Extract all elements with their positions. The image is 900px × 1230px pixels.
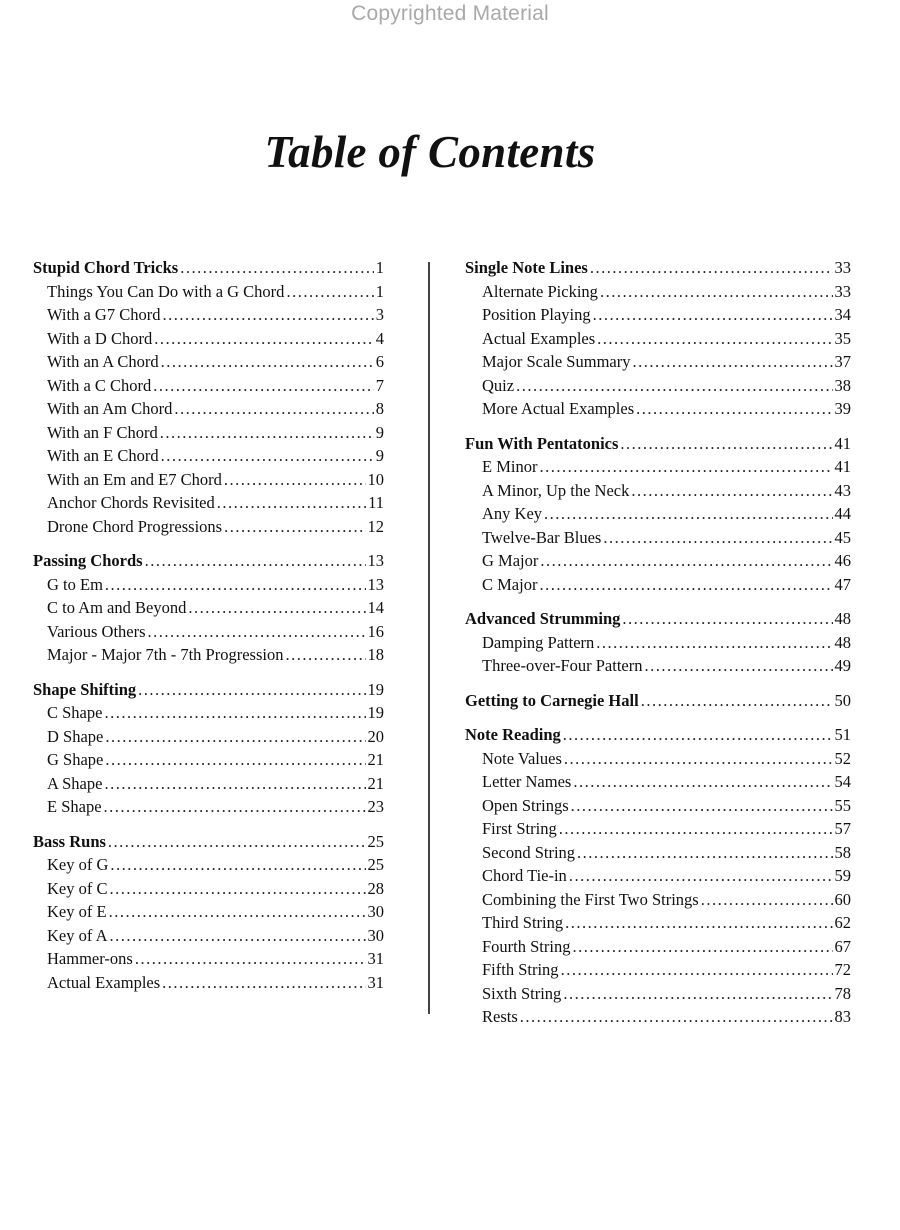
dot-leader	[160, 421, 374, 445]
entry-label: E Shape	[47, 797, 102, 816]
entry-label: With a C Chord	[47, 375, 152, 395]
toc-entry-twelve-bar-blues	[465, 526, 851, 550]
dot-leader	[108, 830, 366, 854]
toc-entry-second-string	[465, 841, 851, 865]
toc-entry-drone-chord-progressions	[33, 515, 384, 539]
toc-entry-c-major	[465, 573, 851, 597]
dot-leader	[104, 795, 366, 819]
entry-label: First String	[482, 819, 557, 838]
toc-section-stupid-chord-tricks	[33, 256, 384, 280]
page-number: 18	[367, 645, 384, 664]
page-number: 16	[367, 621, 384, 641]
dot-leader	[285, 643, 365, 667]
toc-entry-chord-tie-in	[465, 864, 851, 888]
page-number: 12	[367, 516, 384, 536]
page-number: 19	[367, 703, 384, 722]
entry-label: C to Am and Beyond	[47, 598, 187, 617]
dot-leader	[217, 491, 366, 515]
page-number: 8	[375, 399, 384, 418]
page-number: 3	[375, 305, 384, 324]
entry-label: Fifth String	[482, 960, 559, 979]
entry-label: With an Am Chord	[47, 399, 173, 418]
toc-entry-note-values	[465, 747, 851, 771]
dot-leader	[539, 455, 832, 479]
toc-section-advanced-strumming	[465, 607, 851, 631]
entry-label: C Major	[482, 574, 538, 594]
entry-label: G Shape	[47, 750, 104, 769]
toc-entry-actual-examples	[465, 327, 851, 351]
toc-entry-with-a-d-chord	[33, 327, 384, 351]
dot-leader	[596, 631, 832, 655]
page-number: 60	[834, 889, 851, 909]
toc-entry-g-major	[465, 549, 851, 573]
dot-leader	[109, 900, 366, 924]
entry-label: Third String	[482, 913, 564, 932]
dot-leader	[641, 689, 833, 713]
page-number: 31	[367, 972, 384, 992]
section-title: Passing Chords	[33, 551, 143, 570]
page-number: 13	[367, 551, 384, 570]
dot-leader	[286, 280, 373, 304]
page-title: Table of Contents	[264, 127, 596, 177]
dot-leader	[110, 924, 366, 948]
page-number: 35	[834, 328, 851, 348]
toc-entry-rests	[465, 1005, 851, 1029]
page-number: 21	[367, 773, 384, 793]
entry-label: More Actual Examples	[482, 399, 635, 418]
entry-label: Damping Pattern	[482, 632, 595, 652]
entry-label: Actual Examples	[47, 972, 161, 992]
entry-label: Second String	[482, 842, 576, 862]
entry-label: Position Playing	[482, 305, 591, 324]
toc-entry-alternate-picking	[465, 280, 851, 304]
dot-leader	[180, 256, 374, 280]
page-number: 33	[834, 281, 851, 301]
page-number: 21	[367, 750, 384, 769]
page-number: 46	[834, 551, 851, 570]
section-title: Fun With Pentatonics	[465, 433, 619, 453]
entry-label: Various Others	[47, 621, 146, 641]
dot-leader	[593, 303, 833, 327]
page-number: 20	[367, 726, 384, 746]
section-title: Getting to Carnegie Hall	[465, 690, 639, 710]
page-number: 4	[375, 328, 384, 348]
entry-label: Major Scale Summary	[482, 352, 631, 371]
dot-leader	[153, 374, 373, 398]
toc-entry-letter-names	[465, 770, 851, 794]
dot-leader	[597, 327, 832, 351]
page-number: 13	[367, 574, 384, 594]
page-number: 49	[834, 656, 851, 675]
section-title: Single Note Lines	[465, 258, 588, 277]
entry-label: Twelve-Bar Blues	[482, 527, 602, 547]
page-number: 28	[367, 878, 384, 898]
entry-label: Note Values	[482, 748, 562, 768]
toc-section-group	[33, 549, 384, 667]
toc-entry-any-key	[465, 502, 851, 526]
dot-leader	[105, 725, 365, 749]
toc-entry-open-strings	[465, 794, 851, 818]
dot-leader	[632, 350, 832, 374]
toc-entry-e-minor	[465, 455, 851, 479]
column-divider	[428, 262, 430, 1014]
toc-entry-position-playing	[465, 303, 851, 327]
page-number: 43	[834, 480, 851, 500]
toc-entry-major-major-7th-7th-progression	[33, 643, 384, 667]
dot-leader	[561, 958, 833, 982]
toc-entry-e-shape	[33, 795, 384, 819]
dot-leader	[104, 772, 365, 796]
dot-leader	[644, 654, 832, 678]
toc-entry-with-a-g7-chord	[33, 303, 384, 327]
toc-entry-key-of-e	[33, 900, 384, 924]
toc-entry-third-string	[465, 911, 851, 935]
entry-label: G Major	[482, 551, 539, 570]
toc-entry-fourth-string	[465, 935, 851, 959]
dot-leader	[622, 607, 832, 631]
toc-entry-a-shape	[33, 772, 384, 796]
page-number: 59	[834, 866, 851, 885]
entry-label: Actual Examples	[482, 328, 596, 348]
dot-leader	[565, 911, 832, 935]
dot-leader	[631, 479, 832, 503]
toc-entry-g-shape	[33, 748, 384, 772]
entry-label: Letter Names	[482, 772, 572, 791]
toc-entry-anchor-chords-revisited	[33, 491, 384, 515]
toc-entry-c-to-am-and-beyond	[33, 596, 384, 620]
dot-leader	[224, 468, 366, 492]
entry-label: Three-over-Four Pattern	[482, 656, 643, 675]
section-title: Advanced Strumming	[465, 609, 621, 628]
dot-leader	[145, 549, 366, 573]
entry-label: Drone Chord Progressions	[47, 516, 223, 536]
dot-leader	[620, 432, 832, 456]
dot-leader	[110, 853, 365, 877]
page-number: 1	[375, 258, 384, 277]
entry-label: With an Em and E7 Chord	[47, 469, 222, 489]
toc-entry-major-scale-summary	[465, 350, 851, 374]
entry-label: E Minor	[482, 457, 538, 476]
dot-leader	[636, 397, 832, 421]
section-title: Shape Shifting	[33, 679, 137, 699]
toc-entry-quiz	[465, 374, 851, 398]
page-number: 57	[834, 819, 851, 838]
toc-section-getting-to-carnegie-hall	[465, 689, 851, 713]
page-number: 50	[834, 690, 851, 710]
entry-label: With an E Chord	[47, 446, 159, 465]
toc-entry-with-an-e-chord	[33, 444, 384, 468]
dot-leader	[603, 526, 832, 550]
toc-section-group	[465, 689, 851, 713]
toc-entry-fifth-string	[465, 958, 851, 982]
dot-leader	[544, 502, 832, 526]
toc-entry-with-an-am-chord	[33, 397, 384, 421]
toc-section-group	[465, 723, 851, 1029]
entry-label: Any Key	[482, 504, 543, 523]
dot-leader	[577, 841, 832, 865]
dot-leader	[110, 877, 366, 901]
toc-section-group	[33, 678, 384, 819]
dot-leader	[701, 888, 833, 912]
entry-label: Quiz	[482, 375, 515, 395]
page-number: 10	[367, 469, 384, 489]
page-number: 11	[368, 493, 384, 512]
page-number: 55	[834, 795, 851, 815]
page-number: 7	[375, 375, 384, 395]
dot-leader	[569, 864, 833, 888]
toc-entry-with-an-f-chord	[33, 421, 384, 445]
entry-label: Alternate Picking	[482, 281, 598, 301]
page-number: 14	[367, 598, 384, 617]
entry-label: A Shape	[47, 773, 103, 793]
page-number: 67	[834, 936, 851, 956]
dot-leader	[539, 573, 832, 597]
dot-leader	[224, 515, 365, 539]
page-number: 30	[367, 902, 384, 921]
toc-section-passing-chords	[33, 549, 384, 573]
dot-leader	[148, 620, 366, 644]
toc-entry-g-to-em	[33, 573, 384, 597]
toc-entry-key-of-a	[33, 924, 384, 948]
toc-section-group	[33, 830, 384, 995]
section-title: Note Reading	[465, 725, 561, 744]
dot-leader	[571, 794, 833, 818]
dot-leader	[162, 971, 365, 995]
dot-leader	[174, 397, 373, 421]
page-number: 62	[834, 913, 851, 932]
entry-label: Key of A	[47, 925, 108, 945]
toc-section-group	[465, 256, 851, 421]
dot-leader	[540, 549, 832, 573]
entry-label: G to Em	[47, 574, 103, 594]
page-number: 6	[375, 352, 384, 371]
dot-leader	[161, 444, 374, 468]
dot-leader	[563, 723, 833, 747]
page-number: 31	[367, 949, 384, 968]
toc-section-group	[465, 607, 851, 678]
page-number: 39	[834, 399, 851, 418]
toc-column-right	[465, 256, 851, 1040]
page-number: 41	[834, 433, 851, 453]
section-title: Bass Runs	[33, 831, 106, 851]
page-number: 30	[367, 925, 384, 945]
page-number: 72	[834, 960, 851, 979]
dot-leader	[105, 573, 366, 597]
dot-leader	[572, 935, 832, 959]
page-number: 9	[375, 446, 384, 465]
toc-entry-various-others	[33, 620, 384, 644]
entry-label: Things You Can Do with a G Chord	[47, 281, 285, 301]
entry-label: Key of C	[47, 878, 108, 898]
entry-label: Key of G	[47, 855, 109, 874]
entry-label: Rests	[482, 1007, 518, 1026]
dot-leader	[564, 747, 833, 771]
page-number: 38	[834, 375, 851, 395]
page-number: 33	[834, 258, 851, 277]
toc-entry-key-of-g	[33, 853, 384, 877]
toc-entry-damping-pattern	[465, 631, 851, 655]
page-number: 19	[367, 679, 384, 699]
dot-leader	[520, 1005, 833, 1029]
toc-entry-combining-the-first-two-strings	[465, 888, 851, 912]
page-number: 48	[834, 632, 851, 652]
entry-label: With an A Chord	[47, 352, 159, 371]
page-number: 25	[367, 855, 384, 874]
entry-label: Sixth String	[482, 983, 562, 1003]
page-number: 23	[367, 797, 384, 816]
entry-label: C Shape	[47, 703, 103, 722]
dot-leader	[161, 350, 374, 374]
page-number: 25	[367, 831, 384, 851]
page-number: 58	[834, 842, 851, 862]
toc-section-bass-runs	[33, 830, 384, 854]
dot-leader	[559, 817, 833, 841]
page-number: 34	[834, 305, 851, 324]
dot-leader	[590, 256, 833, 280]
dot-leader	[516, 374, 832, 398]
dot-leader	[154, 327, 374, 351]
toc-section-note-reading	[465, 723, 851, 747]
dot-leader	[600, 280, 833, 304]
section-title: Stupid Chord Tricks	[33, 258, 179, 277]
dot-leader	[188, 596, 365, 620]
toc-entry-hammer-ons	[33, 947, 384, 971]
dot-leader	[573, 770, 832, 794]
toc-entry-a-minor-up-the-neck	[465, 479, 851, 503]
toc-entry-with-an-a-chord	[33, 350, 384, 374]
page-number: 78	[834, 983, 851, 1003]
page-number: 54	[834, 772, 851, 791]
page-number: 9	[375, 422, 384, 442]
toc-section-fun-with-pentatonics	[465, 432, 851, 456]
entry-label: Major - Major 7th - 7th Progression	[47, 645, 284, 664]
entry-label: Chord Tie-in	[482, 866, 567, 885]
entry-label: D Shape	[47, 726, 104, 746]
dot-leader	[138, 678, 365, 702]
toc-entry-three-over-four-pattern	[465, 654, 851, 678]
entry-label: Key of E	[47, 902, 107, 921]
page-number: 44	[834, 504, 851, 523]
toc-section-group	[33, 256, 384, 538]
dot-leader	[162, 303, 373, 327]
toc-section-shape-shifting	[33, 678, 384, 702]
page-number: 47	[834, 574, 851, 594]
toc-entry-things-you-can-do-with-a-g-chord	[33, 280, 384, 304]
page-number: 37	[834, 352, 851, 371]
entry-label: Combining the First Two Strings	[482, 889, 699, 909]
toc-entry-first-string	[465, 817, 851, 841]
entry-label: Anchor Chords Revisited	[47, 493, 215, 512]
toc-entry-d-shape	[33, 725, 384, 749]
entry-label: Open Strings	[482, 795, 569, 815]
page-number: 1	[375, 281, 384, 301]
page-number: 41	[834, 457, 851, 476]
toc-entry-key-of-c	[33, 877, 384, 901]
page-number: 51	[834, 725, 851, 744]
toc-section-single-note-lines	[465, 256, 851, 280]
dot-leader	[135, 947, 366, 971]
dot-leader	[563, 982, 832, 1006]
page-number: 45	[834, 527, 851, 547]
dot-leader	[104, 701, 365, 725]
entry-label: A Minor, Up the Neck	[482, 480, 630, 500]
entry-label: With a D Chord	[47, 328, 153, 348]
toc-entry-with-a-c-chord	[33, 374, 384, 398]
toc-section-group	[465, 432, 851, 597]
page-number: 48	[834, 609, 851, 628]
entry-label: Fourth String	[482, 936, 571, 956]
copyright-watermark: Copyrighted Material	[351, 2, 549, 25]
toc-column-left	[33, 256, 384, 1005]
toc-entry-with-an-em-and-e7-chord	[33, 468, 384, 492]
toc-entry-sixth-string	[465, 982, 851, 1006]
entry-label: Hammer-ons	[47, 949, 133, 968]
toc-entry-more-actual-examples	[465, 397, 851, 421]
page-number: 83	[834, 1007, 851, 1026]
toc-entry-c-shape	[33, 701, 384, 725]
toc-entry-actual-examples	[33, 971, 384, 995]
dot-leader	[105, 748, 365, 772]
entry-label: With an F Chord	[47, 422, 158, 442]
page-number: 52	[834, 748, 851, 768]
entry-label: With a G7 Chord	[47, 305, 161, 324]
